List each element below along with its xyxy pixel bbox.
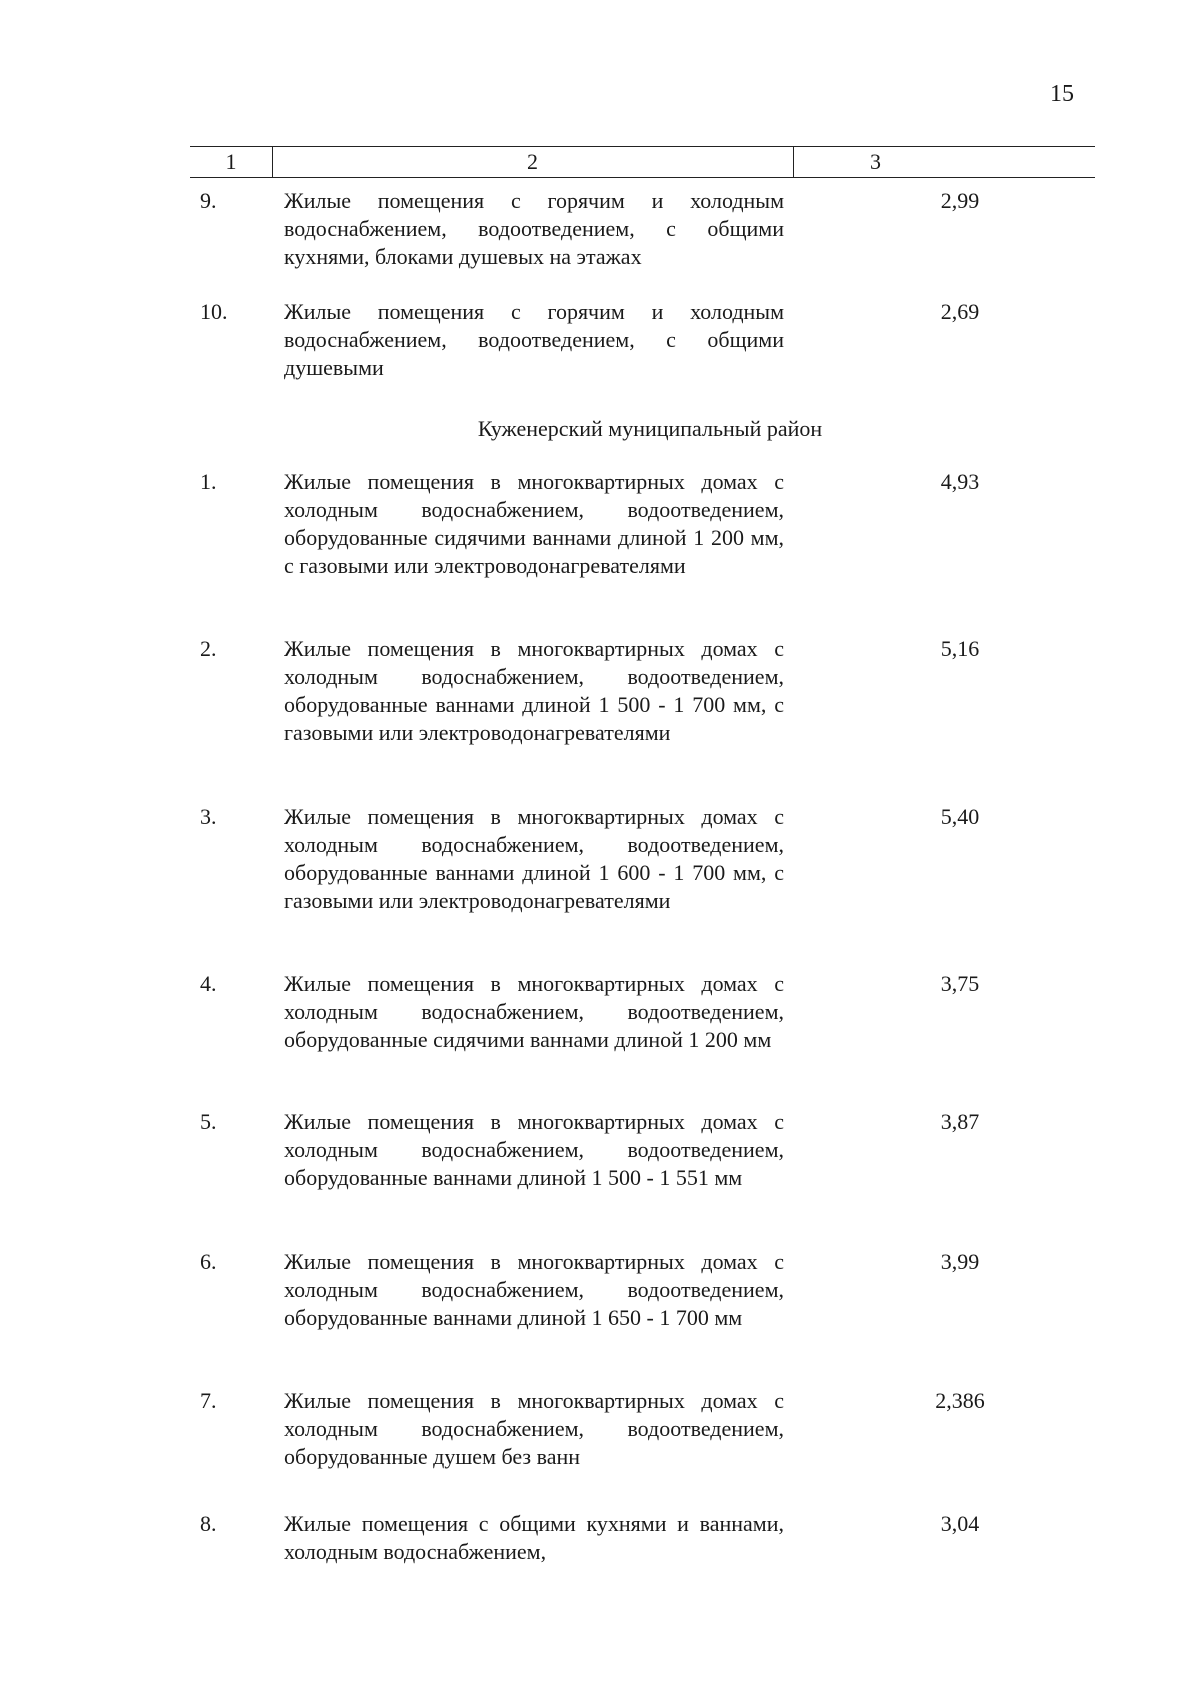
header-col-3: 3	[870, 149, 881, 174]
row-value: 2,386	[935, 1388, 985, 1413]
row-value: 3,99	[940, 1249, 980, 1274]
row-number: 5.	[200, 1109, 217, 1134]
row-description: Жилые помещения с горячим и холодным водоснабжением, водоотведением, с общими кухнями, блоками душевых на этажах	[284, 188, 784, 269]
row-number: 8.	[200, 1511, 217, 1536]
row-value: 3,87	[940, 1109, 980, 1134]
row-number: 1.	[200, 469, 217, 494]
row-value: 5,40	[940, 804, 980, 829]
row-number: 6.	[200, 1249, 217, 1274]
table-header	[190, 146, 1095, 178]
row-description: Жилые помещения с общими кухнями и ваннами, холодным водоснабжением,	[284, 1511, 784, 1564]
row-number: 2.	[200, 636, 217, 661]
header-col-1: 1	[225, 149, 237, 174]
row-description: Жилые помещения с горячим и холодным водоснабжением, водоотведением, с общими душевыми	[284, 299, 784, 380]
header-col-2: 2	[527, 149, 538, 174]
page-number: 15	[1050, 81, 1074, 107]
row-description: Жилые помещения в многоквартирных домах с холодным водоснабжением, водоотведением, оборудованные сидячими ваннами длиной 1 200 мм, с газовыми или электроводонагревателями	[284, 469, 784, 578]
section-title: Куженерский муниципальный район	[477, 416, 823, 441]
row-number: 9.	[200, 188, 217, 213]
row-description: Жилые помещения в многоквартирных домах с холодным водоснабжением, водоотведением, оборудованные сидячими ваннами длиной 1 200 мм	[284, 971, 784, 1052]
row-number: 10.	[200, 299, 228, 324]
row-value: 5,16	[940, 636, 980, 661]
row-description: Жилые помещения в многоквартирных домах с холодным водоснабжением, водоотведением, оборудованные ваннами длиной 1 500 - 1 700 мм, с газовыми или электроводонагревателями	[284, 636, 784, 745]
row-number: 4.	[200, 971, 217, 996]
row-value: 4,93	[940, 469, 980, 494]
row-description: Жилые помещения в многоквартирных домах с холодным водоснабжением, водоотведением, оборудованные ваннами длиной 1 500 - 1 551 мм	[284, 1109, 784, 1190]
row-number: 7.	[200, 1388, 217, 1413]
row-description: Жилые помещения в многоквартирных домах с холодным водоснабжением, водоотведением, оборудованные душем без ванн	[284, 1388, 784, 1469]
row-description: Жилые помещения в многоквартирных домах с холодным водоснабжением, водоотведением, оборудованные ваннами длиной 1 650 - 1 700 мм	[284, 1249, 784, 1330]
row-description: Жилые помещения в многоквартирных домах с холодным водоснабжением, водоотведением, оборудованные ваннами длиной 1 600 - 1 700 мм, с газовыми или электроводонагревателями	[284, 804, 784, 913]
row-number: 3.	[200, 804, 217, 829]
row-value: 3,75	[940, 971, 980, 996]
row-value: 3,04	[940, 1511, 980, 1536]
row-value: 2,99	[940, 188, 980, 213]
row-value: 2,69	[940, 299, 980, 324]
